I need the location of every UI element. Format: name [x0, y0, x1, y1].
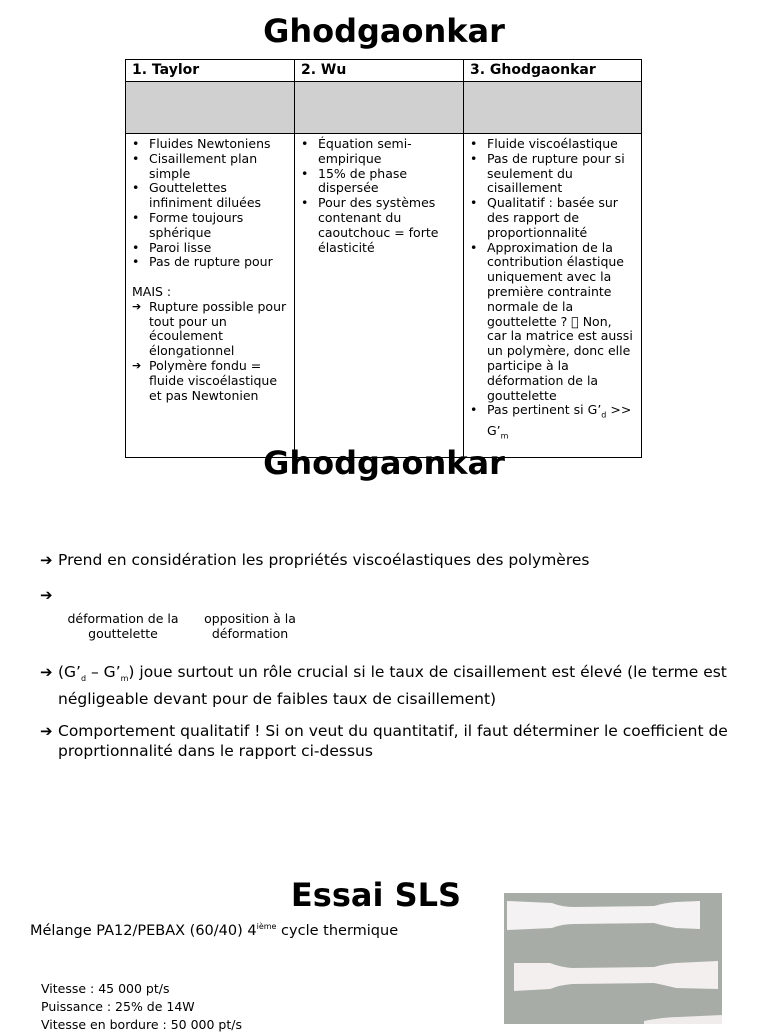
param-speed: Vitesse : 45 000 pt/s: [41, 981, 170, 996]
label-opposition: opposition à la déformation: [204, 611, 296, 641]
formula-cell-taylor: [126, 82, 295, 134]
taylor-cell: [126, 134, 295, 458]
specimens-image: [504, 893, 722, 1024]
arrow-icon: ➔: [40, 586, 53, 604]
slide1-title: Ghodgaonkar: [263, 12, 505, 50]
point-viscoelastic: [40, 550, 740, 570]
col-header-taylor: 1. Taylor: [126, 60, 295, 82]
list-item: • Approximation de la contribution élastique uniquement avec la première contrainte normale de la gouttelette ? Non, car la matrice est aussi un polymère, donc elle participe à la déformation de la gouttelette: [470, 241, 635, 404]
col-header-ghodgaonkar: 3. Ghodgaonkar: [464, 60, 642, 82]
sls-parameters: [41, 980, 242, 1034]
list-item: • Pour des systèmes contenant du caoutchouc = forte élasticité: [301, 196, 457, 255]
mais-label: MAIS :: [132, 283, 172, 299]
col-header-wu: 2. Wu: [295, 60, 464, 82]
comparison-table: [125, 59, 641, 441]
list-item: • Paroi lisse: [132, 241, 288, 256]
list-item: • Forme toujours sphérique: [132, 211, 288, 241]
formula-cell-ghodgaonkar: [464, 82, 642, 134]
arrow-icon: ➔: [40, 551, 53, 569]
slide2-title: Ghodgaonkar: [263, 444, 505, 482]
point-text: Comportement qualitatif ! Si on veut du quantitatif, il faut déterminer le coefficient de proprtionnalité dans le rapport ci-dessus: [58, 722, 728, 760]
ghodgaonkar-cell: [464, 134, 642, 458]
arrow-item: ➔ Rupture possible pour tout pour un écoulement élongationnel: [132, 300, 288, 359]
arrow-icon: ➔: [40, 663, 53, 681]
label-deformation: déformation de la gouttelette: [67, 611, 179, 641]
point-text: Prend en considération les propriétés viscoélastiques des polymères: [58, 551, 590, 569]
list-item: • Fluide viscoélastique: [470, 137, 635, 152]
param-power: Puissance : 25% de 14W: [41, 999, 195, 1014]
point-ratio: [40, 585, 53, 605]
arrow-icon: ➔: [40, 722, 53, 740]
mixture-label: Mélange PA12/PEBAX (60/40) 4ième cycle thermique: [30, 922, 399, 939]
list-item: • Gouttelettes infiniment diluées: [132, 181, 288, 211]
formula-cell-wu: [295, 82, 464, 134]
list-item: • Fluides Newtoniens: [132, 137, 288, 152]
list-item: • Qualitatif : basée sur des rapport de proportionnalité: [470, 196, 635, 240]
param-edge-speed: Vitesse en bordure : 50 000 pt/s: [41, 1017, 242, 1032]
list-item: • Pas pertinent si $G’_d$ >> $G’_m$: [470, 403, 635, 444]
list-item: • Pas de rupture pour si seulement du cisaillement: [470, 152, 635, 196]
point-qualitative: [40, 721, 750, 761]
specimen-photo: [504, 893, 722, 1024]
list-item: • Pas de rupture pour: [132, 255, 288, 270]
point-text: ($G’_d$ – $G’_m$) joue surtout un rôle crucial si le taux de cisaillement est élevé (le terme est négligeable devant pour de faibles taux de cisaillement): [58, 663, 727, 709]
arrow-item: ➔ Polymère fondu = fluide viscoélastique et pas Newtonien: [132, 359, 288, 403]
list-item: • Équation semi-empirique: [301, 137, 457, 167]
wu-cell: [295, 134, 464, 458]
point-modulus-difference: [40, 662, 750, 709]
list-item: • 15% de phase dispersée: [301, 167, 457, 197]
list-item: • Cisaillement plan simple: [132, 152, 288, 182]
slide3-title: Essai SLS: [290, 876, 462, 914]
